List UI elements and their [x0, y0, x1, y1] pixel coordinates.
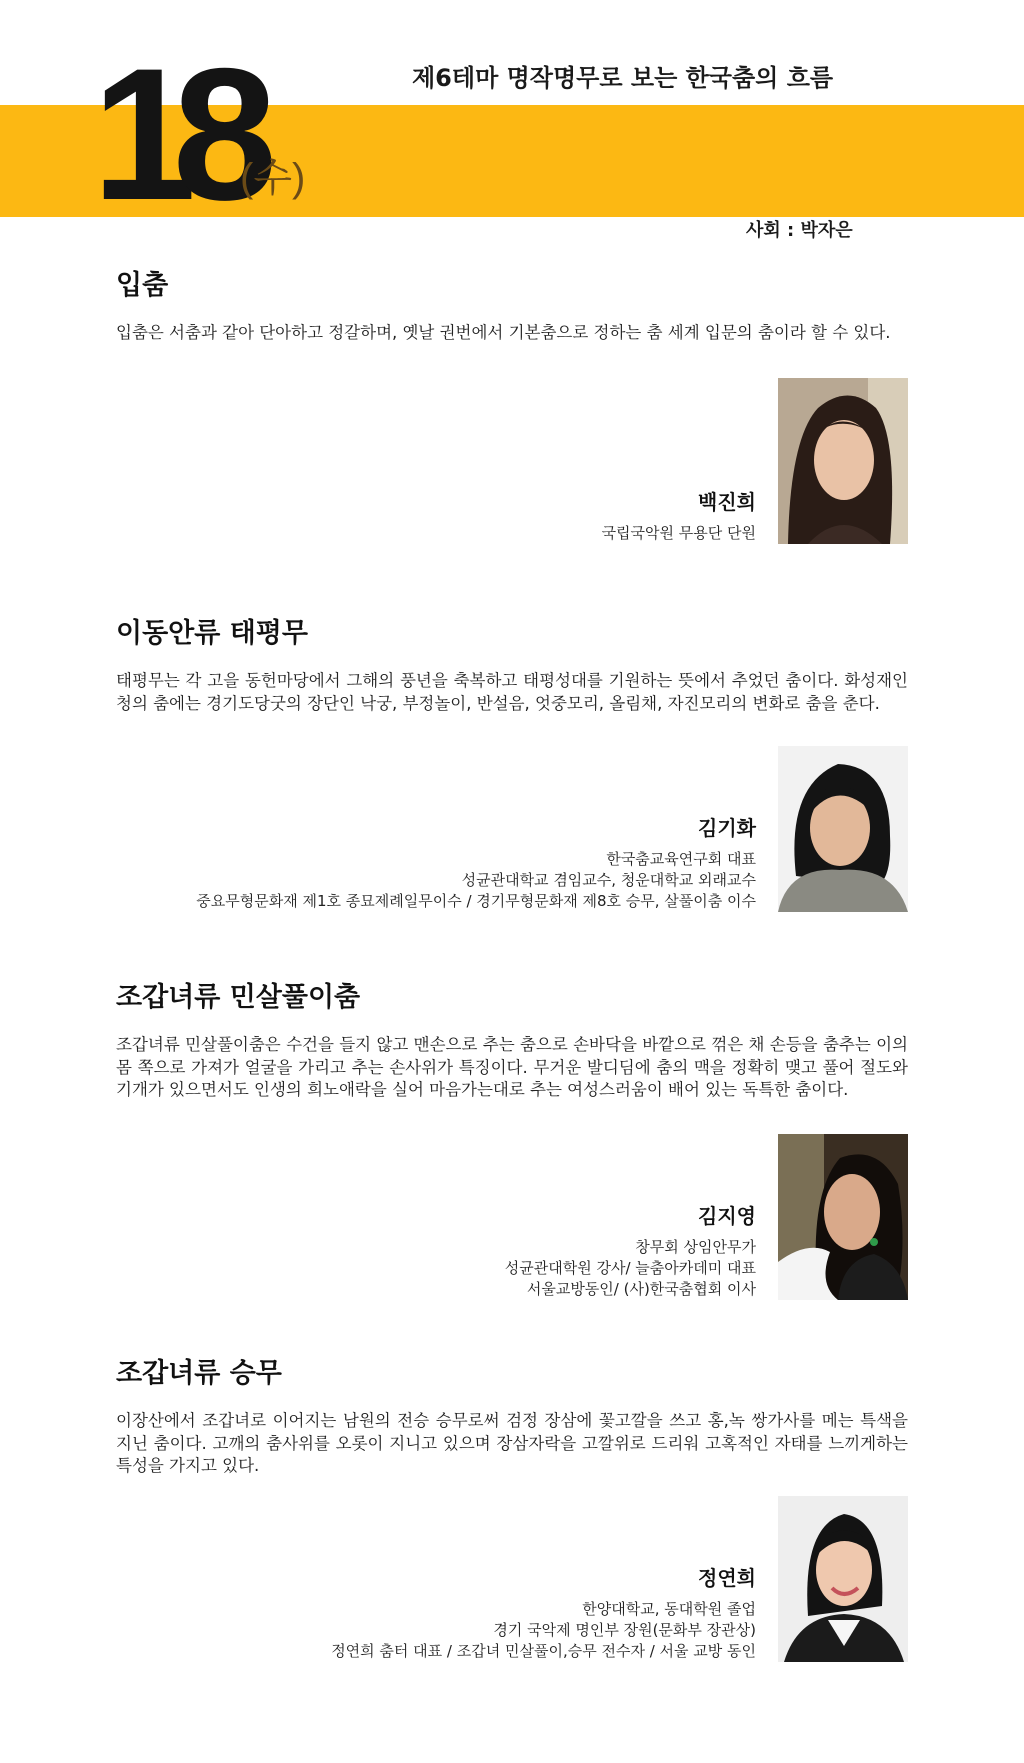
weekday-label: (수) [240, 156, 306, 200]
performer-photo [778, 746, 908, 912]
performer-name: 정연희 [698, 1566, 756, 1590]
performer-info-line: 성균관대학원 강사/ 늘춤아카데미 대표 [504, 1259, 756, 1277]
program-section-1 [116, 268, 908, 345]
performer-card-2 [116, 746, 908, 912]
performer-photo [778, 1496, 908, 1662]
performer-info [196, 812, 756, 912]
performer-info-line: 정연희 춤터 대표 / 조갑녀 민살풀이,승무 전수자 / 서울 교방 동인 [331, 1642, 756, 1660]
performer-info-line: 한양대학교, 동대학원 졸업 [582, 1600, 756, 1618]
performer-photo [778, 378, 908, 544]
section-description: 조갑녀류 민살풀이춤은 수건을 들지 않고 맨손으로 추는 춤으로 손바닥을 바깥으로 꺾은 채 손등을 춤추는 이의 몸 쪽으로 가져가 얼굴을 가리고 추는 손사위가 특징이다. 무거운 발디딤에 춤의 맥을 정확히 맺고 풀어 절도와 기개가 있으면서도 인생의 희노애락을 실어 마음가는대로 추는 여성스러움이 배어 있는 독특한 춤이다. [116, 1035, 908, 1099]
section-description: 입춤은 서춤과 같아 단아하고 정갈하며, 옛날 권번에서 기본춤으로 정하는 춤 세계 입문의 춤이라 할 수 있다. [116, 323, 891, 342]
section-description: 이장산에서 조갑녀로 이어지는 남원의 전승 승무로써 검정 장삼에 꽃고깔을 쓰고 홍,녹 쌍가사를 메는 특색을 지닌 춤이다. 고깨의 춤사위를 오롯이 지니고 있으며 장삼자락을 고깔위로 드리워 고혹적인 자태를 느끼게하는 특성을 가지고 있다. [116, 1411, 908, 1475]
performer-info [331, 1562, 756, 1662]
program-section-3 [116, 980, 908, 1102]
host-label: 사회 : 박자은 [746, 220, 853, 241]
performer-info-line: 서울교방동인/ (사)한국춤협회 이사 [526, 1280, 756, 1298]
performer-name: 김기화 [698, 816, 756, 840]
performer-info-line: 한국춤교육연구회 대표 [606, 850, 756, 868]
section-description: 태평무는 각 고을 동헌마당에서 그해의 풍년을 축복하고 태평성대를 기원하는 뜻에서 추었던 춤이다. 화성재인청의 춤에는 경기도당굿의 장단인 낙궁, 부정놀이, 반설음, 엇중모리, 올림채, 자진모리의 변화로 춤을 춘다. [116, 671, 908, 713]
performer-name: 김지영 [698, 1204, 756, 1228]
performer-info-line: 국립국악원 무용단 단원 [601, 524, 756, 542]
performer-info-line: 중요무형문화재 제1호 종묘제례일무이수 / 경기무형문화재 제8호 승무, 살풀이춤 이수 [196, 892, 756, 910]
performer-photo [778, 1134, 908, 1300]
performer-info [505, 1200, 756, 1300]
performer-card-4 [116, 1496, 908, 1662]
section-title: 이동안류 태평무 [116, 618, 308, 649]
day-number: 18 [92, 29, 254, 239]
performer-name: 백진희 [698, 490, 756, 514]
section-title: 조갑녀류 승무 [116, 1358, 282, 1389]
section-title: 조갑녀류 민살풀이춤 [116, 982, 361, 1013]
performer-info-line: 창무회 상임안무가 [635, 1238, 756, 1256]
performer-info-line: 성균관대학교 겸임교수, 청운대학교 외래교수 [461, 871, 756, 889]
theme-title: 제6테마 명작명무로 보는 한국춤의 흐름 [412, 64, 834, 92]
performer-card-3 [116, 1134, 908, 1300]
performer-info [602, 486, 756, 544]
program-section-2 [116, 616, 908, 715]
program-section-4 [116, 1356, 908, 1478]
section-title: 입춤 [116, 270, 169, 301]
performer-info-line: 경기 국악제 명인부 장원(문화부 장관상) [493, 1621, 756, 1639]
performer-card-1 [116, 378, 908, 544]
